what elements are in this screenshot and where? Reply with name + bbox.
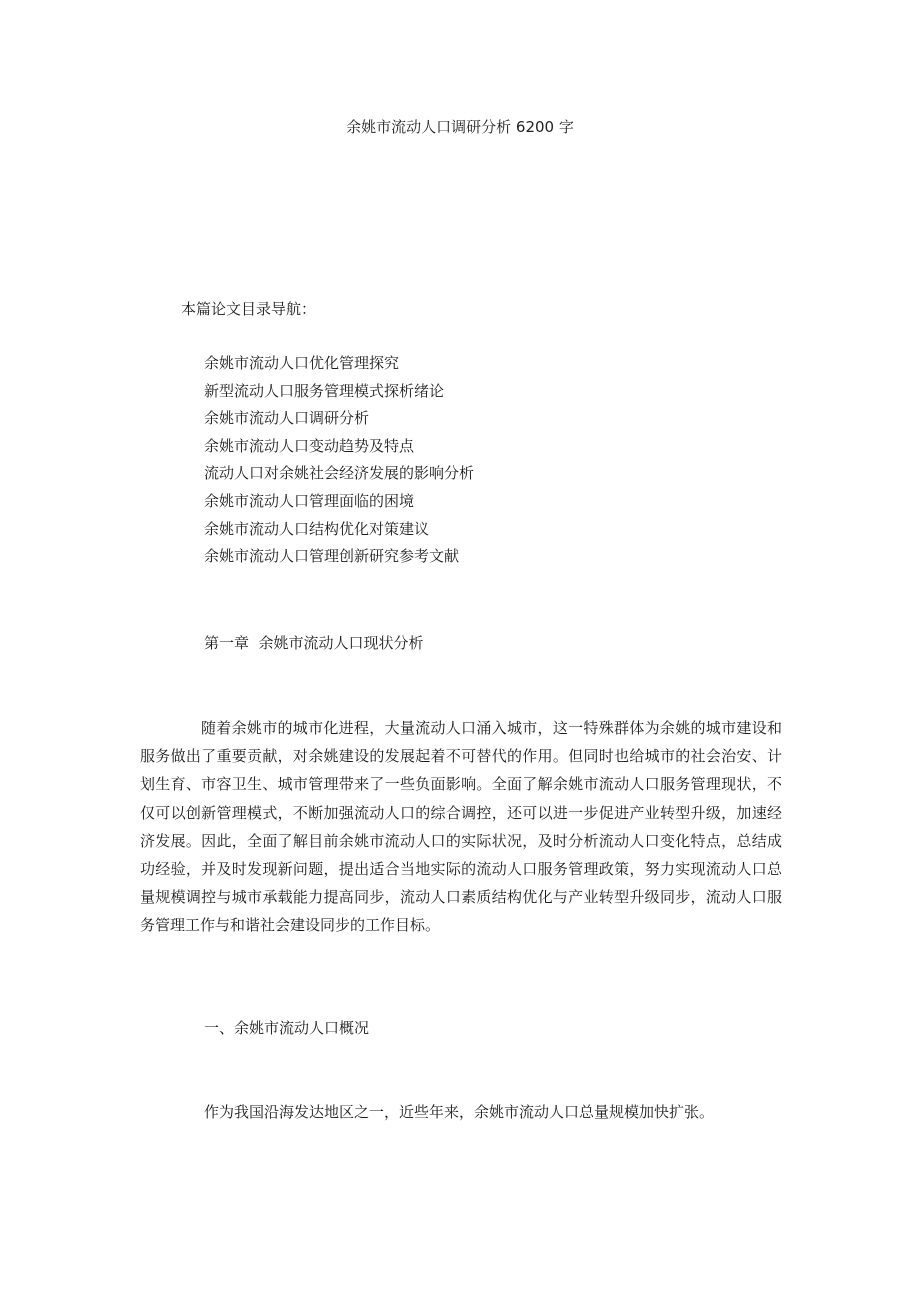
toc-item[interactable]: 余姚市流动人口优化管理探究 bbox=[204, 354, 400, 372]
toc-item[interactable]: 余姚市流动人口变动趋势及特点 bbox=[204, 436, 415, 455]
toc-item[interactable]: 余姚市流动人口管理面临的困境 bbox=[204, 491, 415, 510]
toc-list bbox=[204, 350, 474, 571]
section-paragraph: 作为我国沿海发达地区之一，近些年来，余姚市流动人口总量规模加快扩张。 bbox=[204, 1103, 715, 1121]
toc-item[interactable]: 余姚市流动人口调研分析 bbox=[204, 409, 370, 428]
toc-item[interactable]: 新型流动人口服务管理模式探析绪论 bbox=[204, 381, 445, 400]
toc-item[interactable]: 流动人口对余姚社会经济发展的影响分析 bbox=[204, 464, 475, 483]
toc-item[interactable]: 余姚市流动人口结构优化对策建议 bbox=[204, 519, 430, 538]
toc-item[interactable]: 余姚市流动人口管理创新研究参考文献 bbox=[204, 547, 460, 566]
section-title: 一、余姚市流动人口概况 bbox=[204, 1019, 370, 1037]
toc-heading: 本篇论文目录导航： bbox=[181, 300, 317, 318]
intro-paragraph: 随着余姚市的城市化进程，大量流动人口涌入城市，这一特殊群体为余姚的城市建设和服务做出了重要贡献，对余姚建设的发展起着不可替代的作用。但同时也给城市的社会治安、计划生育、市容卫生、城市管理带来了一些负面影响。全面了解余姚市流动人口服务管理现状，不仅可以创新管理模式，不断加强流动人口的综合调控，还可以进一步促进产业转型升级，加速经济发展。因此，全面了解目前余姚市流动人口的实际状况，及时分析流动人口变化特点，总结成功经验，并及时发现新问题，提出适合当地实际的流动人口服务管理政策，努力实现流动人口总量规模调控与城市承载能力提高同步，流动人口素质结构优化与产业转型升级同步，流动人口服务管理工作与和谐社会建设同步的工作目标。 bbox=[140, 719, 782, 935]
chapter-title: 第一章 余姚市流动人口现状分析 bbox=[204, 634, 424, 652]
document-title: 余姚市流动人口调研分析 6200 字 bbox=[346, 118, 574, 136]
